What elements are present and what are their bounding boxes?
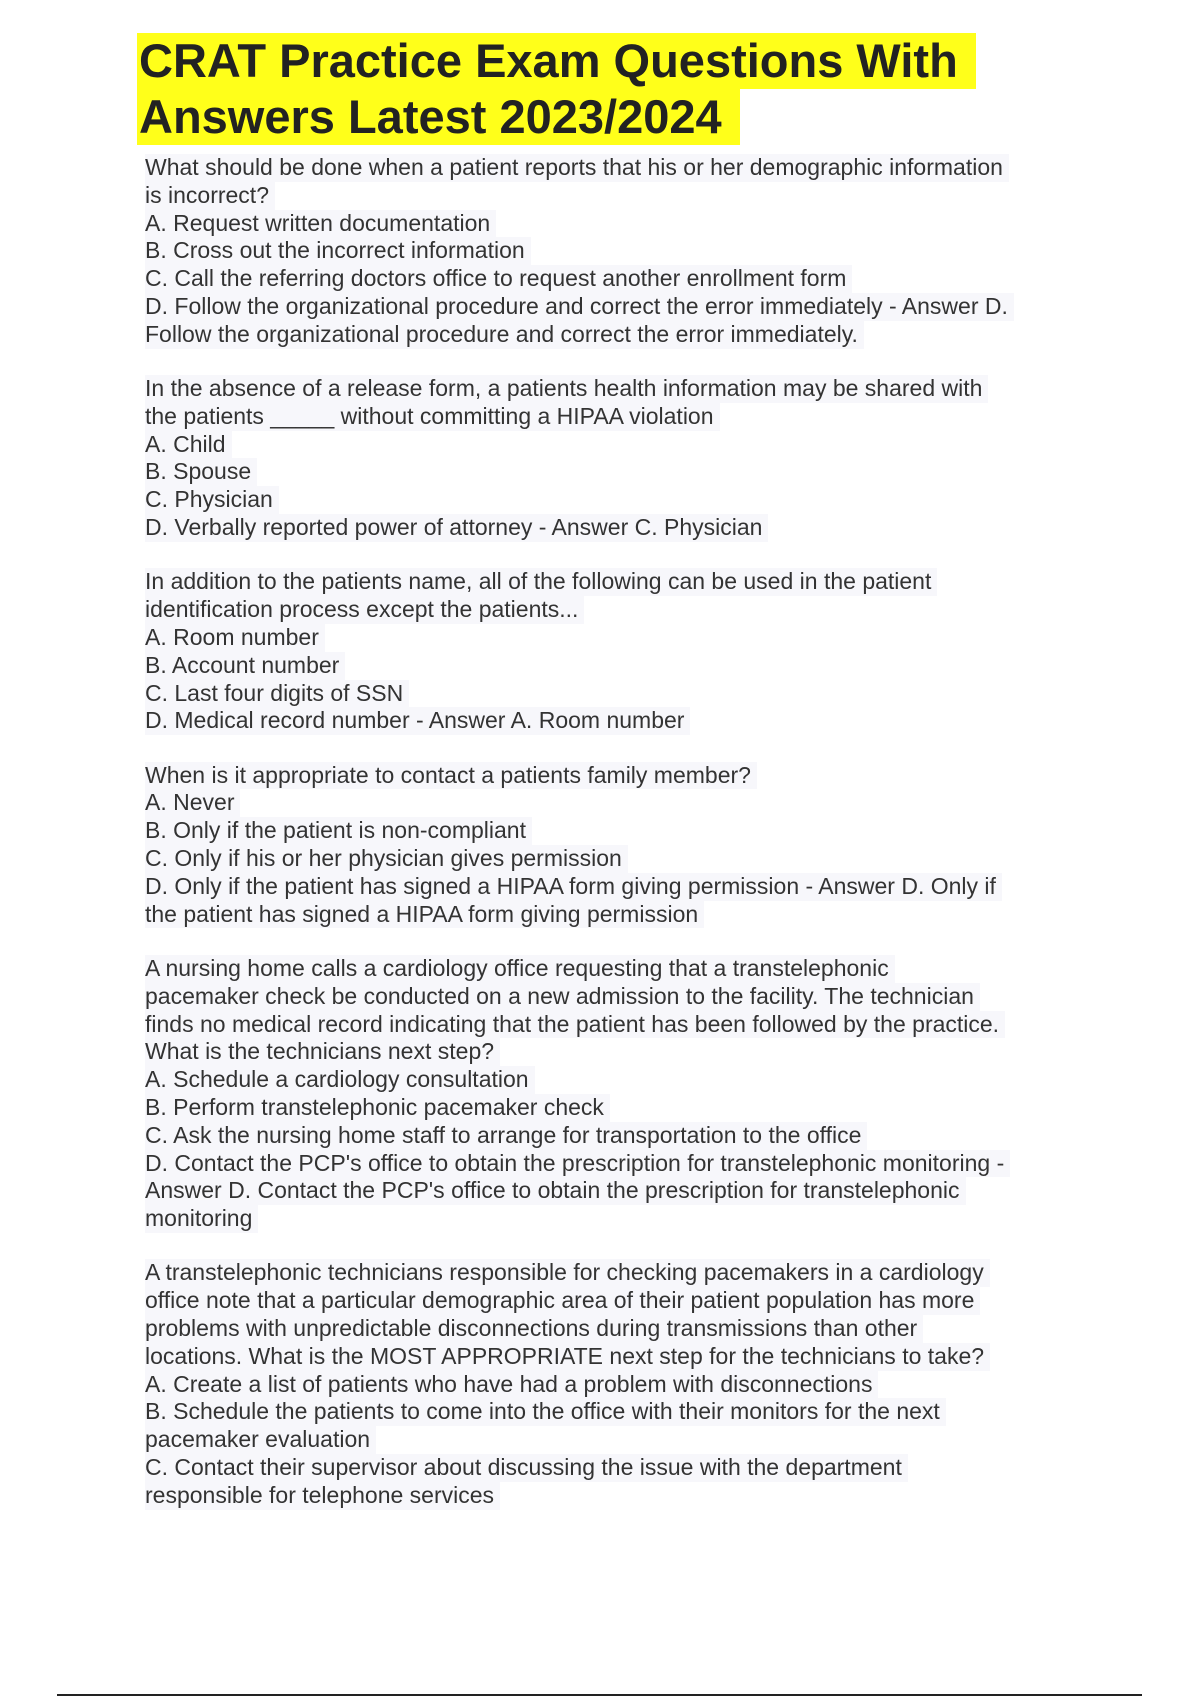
question-text-line: identification process except the patients... (145, 596, 584, 624)
question-text-line: What is the technicians next step? (145, 1038, 500, 1066)
question-text-line: A nursing home calls a cardiology office requesting that a transtelephonic (145, 955, 895, 983)
title-line-2: Answers Latest 2023/2024 (137, 89, 740, 145)
answer-option: B. Only if the patient is non-compliant (145, 817, 532, 845)
question-block (145, 762, 1075, 929)
answer-option: D. Contact the PCP's office to obtain the prescription for transtelephonic monitoring - (145, 1150, 1010, 1178)
answer-option: D. Medical record number - Answer A. Room number (145, 707, 690, 735)
question-text-line: office note that a particular demographic area of their patient population has more (145, 1287, 980, 1315)
answer-option: responsible for telephone services (145, 1482, 500, 1510)
answer-option: pacemaker evaluation (145, 1426, 376, 1454)
question-text-line: pacemaker check be conducted on a new admission to the facility. The technician (145, 983, 980, 1011)
answer-key: the patient has signed a HIPAA form giving permission (145, 901, 704, 929)
question-block (145, 1259, 1075, 1509)
question-text-line: problems with unpredictable disconnections during transmissions than other (145, 1315, 923, 1343)
question-text-line: the patients _____ without committing a HIPAA violation (145, 403, 720, 431)
answer-option: C. Contact their supervisor about discussing the issue with the department (145, 1454, 908, 1482)
question-text-line: When is it appropriate to contact a patients family member? (145, 762, 757, 790)
question-block (145, 375, 1075, 542)
question-text-line: finds no medical record indicating that the patient has been followed by the practice. (145, 1011, 1005, 1039)
answer-option: B. Perform transtelephonic pacemaker check (145, 1094, 610, 1122)
answer-option: C. Ask the nursing home staff to arrange for transportation to the office (145, 1122, 867, 1150)
answer-option: B. Account number (145, 652, 345, 680)
answer-option: B. Schedule the patients to come into the office with their monitors for the next (145, 1398, 946, 1426)
answer-option: A. Room number (145, 624, 325, 652)
question-text-line: In the absence of a release form, a patients health information may be shared with (145, 375, 988, 403)
answer-key: Answer D. Contact the PCP's office to obtain the prescription for transtelephonic (145, 1177, 966, 1205)
answer-key: Follow the organizational procedure and correct the error immediately. (145, 321, 864, 349)
answer-option: B. Spouse (145, 458, 257, 486)
answer-option: B. Cross out the incorrect information (145, 237, 531, 265)
question-block (145, 154, 1075, 349)
question-text-line: What should be done when a patient reports that his or her demographic information (145, 154, 1009, 182)
answer-key: monitoring (145, 1205, 258, 1233)
question-text-line: In addition to the patients name, all of the following can be used in the patient (145, 568, 937, 596)
document-title (137, 33, 1017, 145)
answer-option: A. Never (145, 789, 240, 817)
answer-option: D. Only if the patient has signed a HIPAA form giving permission - Answer D. Only if (145, 873, 1002, 901)
answer-option: A. Request written documentation (145, 210, 496, 238)
answer-option: A. Child (145, 431, 232, 459)
question-block (145, 955, 1075, 1233)
answer-option: C. Last four digits of SSN (145, 680, 409, 708)
question-text-line: is incorrect? (145, 182, 275, 210)
answer-option: C. Call the referring doctors office to request another enrollment form (145, 265, 852, 293)
footer-divider (57, 1694, 1142, 1696)
answer-option: A. Create a list of patients who have had a problem with disconnections (145, 1371, 878, 1399)
title-line-1: CRAT Practice Exam Questions With (137, 33, 976, 89)
question-text-line: locations. What is the MOST APPROPRIATE next step for the technicians to take? (145, 1343, 990, 1371)
answer-option: A. Schedule a cardiology consultation (145, 1066, 535, 1094)
questions-list (145, 154, 1075, 1536)
answer-option: D. Verbally reported power of attorney - Answer C. Physician (145, 514, 768, 542)
answer-option: C. Physician (145, 486, 279, 514)
answer-option: C. Only if his or her physician gives permission (145, 845, 628, 873)
question-text-line: A transtelephonic technicians responsible for checking pacemakers in a cardiology (145, 1259, 990, 1287)
question-block (145, 568, 1075, 735)
answer-option: D. Follow the organizational procedure and correct the error immediately - Answer D. (145, 293, 1014, 321)
